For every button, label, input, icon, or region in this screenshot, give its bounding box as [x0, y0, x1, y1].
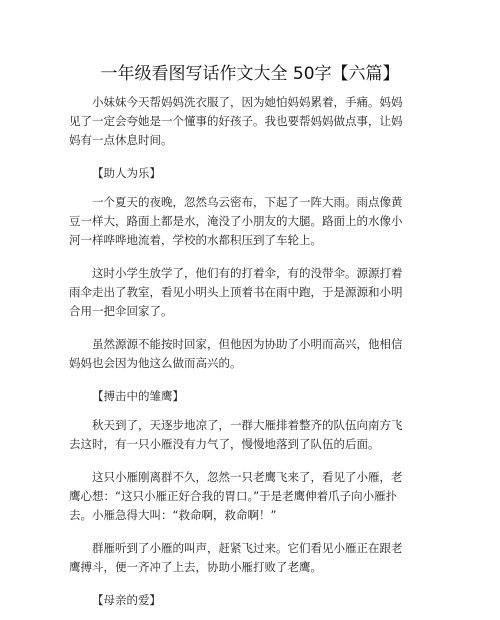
document-title: 一年级看图写话作文大全 50字【六篇】: [100, 64, 400, 84]
paragraph: 群雁听到了小雁的叫声，赶紧飞过来。它们看见小雁正在跟老鹰搏斗，便一齐冲了上去，协助小雁打败了老鹰。: [69, 541, 403, 574]
paragraph: 这时小学生放学了，他们有的打着伞，有的没带伞。源源打着雨伞走出了教室，看见小明头上顶着书在雨中跑，于是源源和小明合用一把伞回家了。: [69, 266, 403, 318]
section-heading: 【助人为乐】: [92, 166, 161, 180]
paragraph: 这只小雁刚离群不久，忽然一只老鹰飞来了，看见了小雁，老鹰心想：“这只小雁正好合我的胃口。”于是老鹰伸着爪子向小雁扑去。小雁急得大叫：“救命啊，救命啊！”: [69, 470, 403, 522]
paragraph: 虽然源源不能按时回家，但他因为协助了小明而高兴，他相信妈妈也会因为他这么做而高兴的。: [69, 337, 403, 370]
document-body: [69, 93, 409, 620]
paragraph: 一个夏天的夜晚，忽然乌云密布，下起了一阵大雨。雨点像黄豆一样大，路面上都是水，淹没了小朋友的大腿。路面上的水像小河一样哗哗地流着，学校的水都积压到了车轮上。: [69, 195, 403, 247]
paragraph: 小妹妹今天帮妈妈洗衣服了，因为她怕妈妈累着，手痛。妈妈见了一定会夸她是一个懂事的好孩子。我也要帮妈妈做点事，让妈妈有一点休息时间。: [69, 95, 403, 147]
paragraph: 秋天到了，天逐步地凉了，一群大雁排着整齐的队伍向南方飞去这时，有一只小雁没有力气了，慢慢地落到了队伍的后面。: [69, 418, 403, 451]
section-heading: 【搏击中的雏鹰】: [92, 389, 184, 403]
section-heading: 【母亲的爱】: [92, 593, 161, 607]
